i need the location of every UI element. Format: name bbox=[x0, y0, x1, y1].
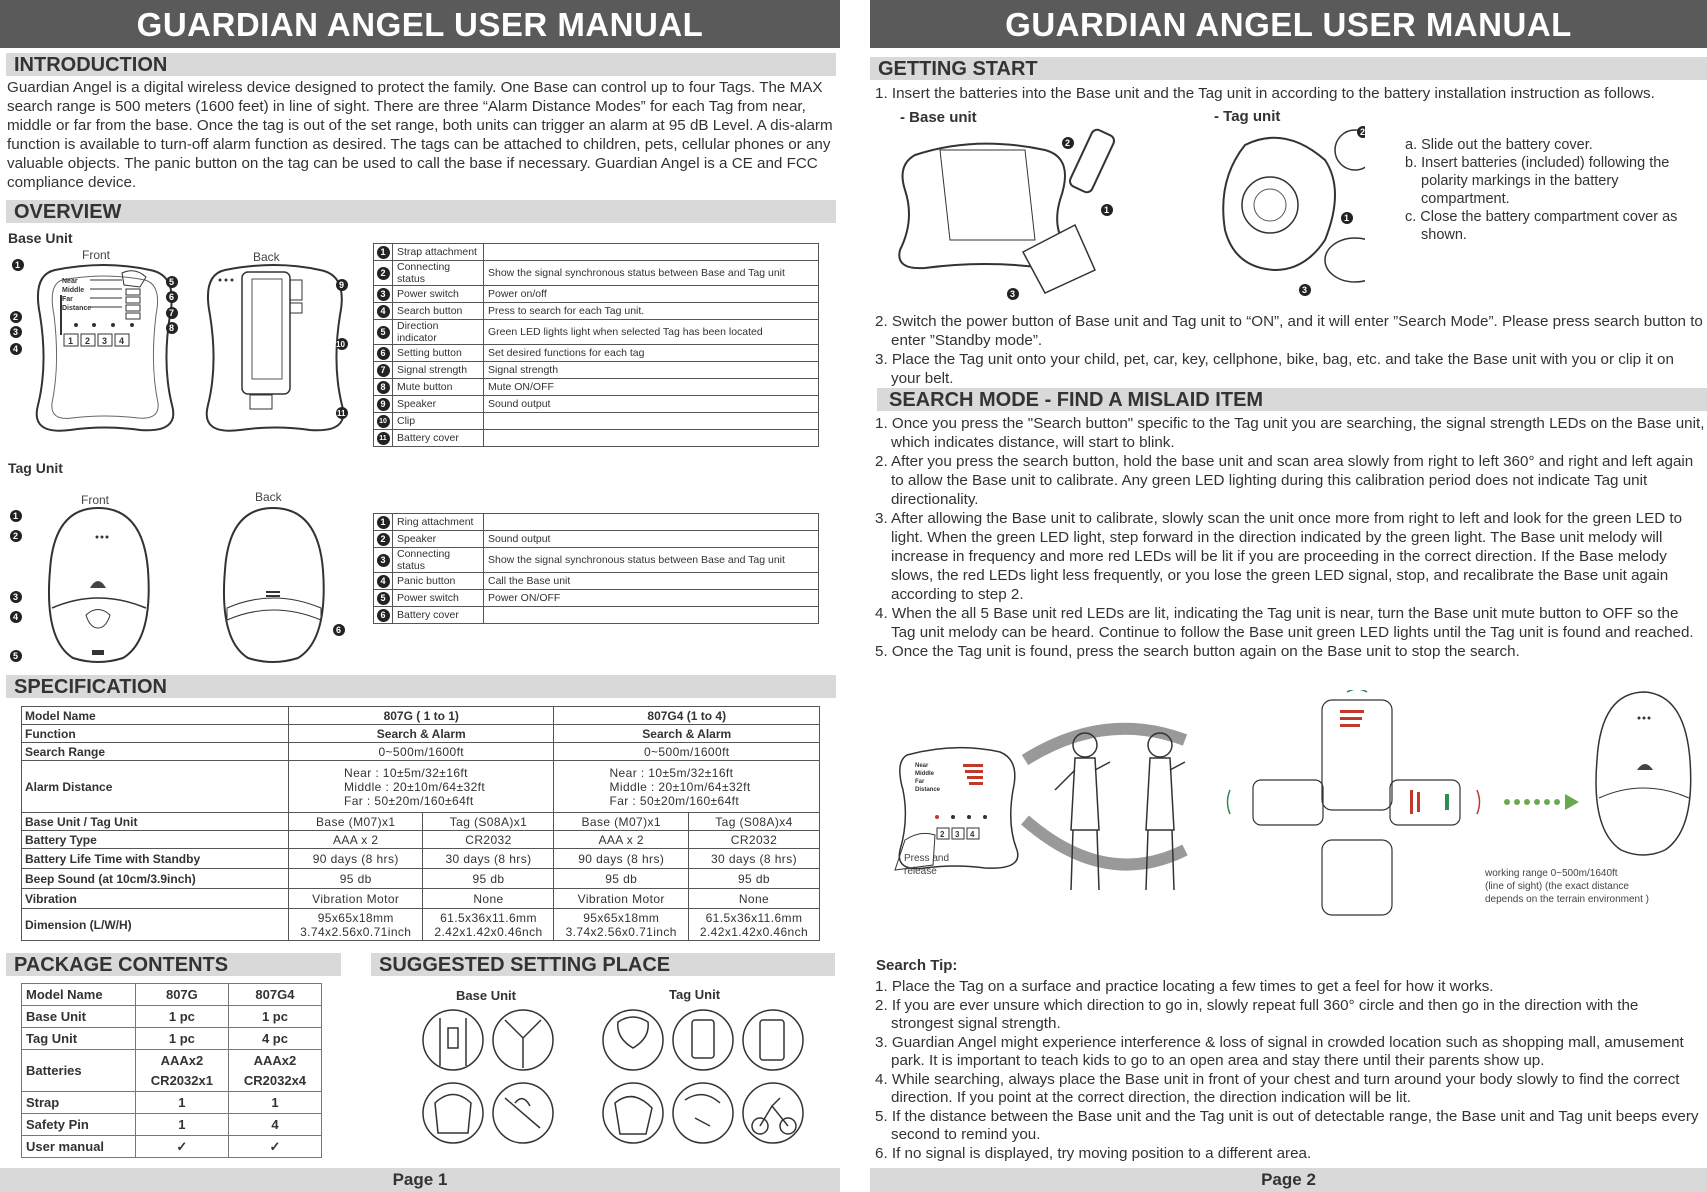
base-legend-part-name: Battery cover bbox=[393, 430, 484, 447]
pkg-strap-807g4: 1 bbox=[228, 1092, 321, 1114]
tag-unit-diagram bbox=[8, 500, 348, 665]
battery-step-c: c. Close the battery compartment cover as shown. bbox=[1405, 209, 1678, 243]
base-legend-part-name: Speaker bbox=[393, 396, 484, 413]
base-front-label: Front bbox=[82, 248, 111, 262]
pkg-strap-label: Strap bbox=[22, 1092, 136, 1114]
pkg-batteries-807g-cr: CR2032x1 bbox=[150, 1072, 213, 1088]
working-range-note bbox=[1485, 867, 1649, 906]
spec-807g4-dim-base bbox=[554, 909, 688, 941]
svg-text:2: 2 bbox=[1065, 138, 1071, 148]
press-release-line-1: Press and bbox=[904, 853, 950, 864]
manual-page-2 bbox=[870, 0, 1707, 1192]
base-legend-part-description bbox=[484, 413, 819, 430]
tag-legend-part-name: Battery cover bbox=[393, 607, 484, 624]
led-near-label: Near bbox=[62, 278, 78, 285]
tag-legend-number-badge: 4 bbox=[377, 575, 390, 588]
press-release-line-2: release bbox=[904, 866, 937, 877]
spec-807g-alarm-middle: Middle : 20±10m/64±32ft bbox=[344, 779, 486, 794]
spec-label-units: Base Unit / Tag Unit bbox=[22, 813, 289, 831]
page-1-footer: Page 1 bbox=[0, 1168, 840, 1192]
spec-807g-dim-base-inch: 3.74x2.56x0.71inch bbox=[300, 924, 412, 939]
pkg-batteries-807g-aaa: AAAx2 bbox=[160, 1052, 204, 1068]
specification-heading: SPECIFICATION bbox=[6, 675, 836, 698]
base-legend-number-cell bbox=[374, 345, 393, 362]
base-legend-number-cell bbox=[374, 413, 393, 430]
tag-legend-part-description bbox=[484, 514, 819, 531]
tag-front-label: Front bbox=[81, 493, 110, 507]
pkg-pin-807g4: 4 bbox=[228, 1114, 321, 1136]
base-legend-row bbox=[374, 396, 819, 413]
base-legend-row bbox=[374, 430, 819, 447]
tag-legend-row bbox=[374, 531, 819, 548]
pkg-batteries-807g4-cr: CR2032x4 bbox=[243, 1072, 307, 1088]
spec-label-model: Model Name bbox=[22, 707, 289, 725]
svg-text:1: 1 bbox=[1104, 205, 1110, 215]
spec-807g4-dim-base-mm: 95x65x18mm bbox=[583, 910, 660, 925]
specification-table bbox=[21, 706, 820, 941]
svg-text:2: 2 bbox=[13, 531, 19, 541]
tag-legend-number-cell bbox=[374, 531, 393, 548]
spec-label-battery: Battery Type bbox=[22, 831, 289, 849]
svg-text:3: 3 bbox=[1010, 289, 1016, 299]
search-step-4: 4. When the all 5 Base unit red LEDs are lit, indicating the Tag unit is near, turn the Base unit mute button to OFF so the Tag unit melody can be heard. Continue to follow the Base unit green LED lights until the Tag unit is found and reached. bbox=[875, 605, 1694, 641]
base-legend-part-name: Setting button bbox=[393, 345, 484, 362]
base-legend-part-name: Direction indicator bbox=[393, 320, 484, 345]
spec-label-alarm: Alarm Distance bbox=[22, 761, 289, 813]
search-tip-1: 1. Place the Tag on a surface and practice locating a few times to get a feel for how it works. bbox=[875, 978, 1494, 995]
tag-legend-number-badge: 5 bbox=[377, 592, 390, 605]
base-legend-part-description: Press to search for each Tag unit. bbox=[484, 303, 819, 320]
search-tip-3: 3. Guardian Angel might experience interference & loss of signal in crowded location such as shopping mall, amusement park. It is important to teach kids to go to an open area and stay there until their parents show up. bbox=[875, 1033, 1684, 1069]
introduction-text: Guardian Angel is a digital wireless device designed to protect the family. One Base can control up to four Tags. The MAX search range is 500 meters (1600 feet) in line of sight. There are three “Alarm Distance Modes” for each Tag from near, middle or far from the base. Once the tag is out of the set range, both units can trigger an alarm at 95 dB Level. A dis-alarm function is available to turn-off alarm function as desired. The tags can be attached to children, pets, cellular phones or any valuable objects. The panic button on the tag can be used to call the base if necessary. Guardian Angel is a CE and FCC compliance device. bbox=[7, 79, 833, 191]
base-legend-row bbox=[374, 379, 819, 396]
pkg-batteries-807g4-aaa: AAAx2 bbox=[253, 1052, 297, 1068]
spec-807g-beep-base: 95 db bbox=[289, 869, 423, 889]
base-legend-part-name: Search button bbox=[393, 303, 484, 320]
svg-text:11: 11 bbox=[337, 409, 346, 418]
base-legend-number-badge: 2 bbox=[377, 267, 390, 280]
tag-legend-number-badge: 6 bbox=[377, 609, 390, 622]
base-legend-part-description bbox=[484, 430, 819, 447]
spec-807g-dim-tag-inch: 2.42x1.42x0.46nch bbox=[434, 924, 543, 939]
svg-text:4: 4 bbox=[13, 612, 19, 622]
spec-807g4-alarm bbox=[554, 761, 820, 813]
tag-legend-part-name: Ring attachment bbox=[393, 514, 484, 531]
search-step-5: 5. Once the Tag unit is found, press the search button again on the Base unit to stop the search. bbox=[875, 643, 1520, 660]
pkg-tag-807g: 1 pc bbox=[135, 1028, 228, 1050]
spec-807g-function: Search & Alarm bbox=[289, 725, 554, 743]
pkg-col-model: Model Name bbox=[22, 984, 136, 1006]
pkg-manual-807g4: ✓ bbox=[228, 1136, 321, 1158]
svg-text:6: 6 bbox=[169, 292, 175, 302]
illus-button-3: 3 bbox=[955, 830, 960, 839]
base-legend-part-name: Strap attachment bbox=[393, 244, 484, 261]
base-legend-number-badge: 9 bbox=[377, 398, 390, 411]
tag-legend-row bbox=[374, 548, 819, 573]
svg-text:3: 3 bbox=[13, 592, 19, 602]
base-legend-row bbox=[374, 362, 819, 379]
svg-text:5: 5 bbox=[13, 651, 19, 661]
tag-legend-row bbox=[374, 590, 819, 607]
base-legend-number-badge: 5 bbox=[377, 326, 390, 339]
illus-button-4: 4 bbox=[970, 830, 975, 839]
spec-807g-tag: Tag (S08A)x1 bbox=[423, 813, 554, 831]
pkg-batteries-label: Batteries bbox=[22, 1050, 136, 1092]
pkg-base-807g: 1 pc bbox=[135, 1006, 228, 1028]
getting-step-1: 1. Insert the batteries into the Base unit and the Tag unit in according to the battery installation instruction as follows. bbox=[875, 85, 1655, 102]
illus-button-2: 2 bbox=[940, 830, 945, 839]
tag-legend-number-badge: 2 bbox=[377, 533, 390, 546]
base-legend-number-badge: 1 bbox=[377, 246, 390, 259]
base-legend-number-badge: 7 bbox=[377, 364, 390, 377]
spec-label-range: Search Range bbox=[22, 743, 289, 761]
spec-807g4-alarm-far: Far : 50±20m/160±64ft bbox=[609, 793, 740, 808]
spec-807g-range: 0~500m/1600ft bbox=[289, 743, 554, 761]
spec-807g-alarm-near: Near : 10±5m/32±16ft bbox=[344, 765, 468, 780]
spec-807g-bat-tag: CR2032 bbox=[423, 831, 554, 849]
base-legend-number-badge: 8 bbox=[377, 381, 390, 394]
illus-led-middle: Middle bbox=[915, 771, 934, 777]
tag-legend-number-badge: 1 bbox=[377, 516, 390, 529]
svg-text:3: 3 bbox=[1302, 285, 1308, 295]
spec-model-807g4: 807G4 (1 to 4) bbox=[554, 707, 820, 725]
spec-807g-life-base: 90 days (8 hrs) bbox=[289, 849, 423, 869]
spec-label-beep: Beep Sound (at 10cm/3.9inch) bbox=[22, 869, 289, 889]
tag-legend-part-name: Speaker bbox=[393, 531, 484, 548]
base-legend-part-description: Set desired functions for each tag bbox=[484, 345, 819, 362]
svg-text:2: 2 bbox=[13, 312, 19, 322]
spec-807g-dim-base-mm: 95x65x18mm bbox=[317, 910, 394, 925]
svg-text:1: 1 bbox=[13, 511, 19, 521]
manual-page-1 bbox=[0, 0, 840, 1192]
spec-807g4-alarm-middle: Middle : 20±10m/64±32ft bbox=[609, 779, 751, 794]
spec-807g-life-tag: 30 days (8 hrs) bbox=[423, 849, 554, 869]
base-legend-number-badge: 4 bbox=[377, 305, 390, 318]
base-legend-number-cell bbox=[374, 261, 393, 286]
base-button-1: 1 bbox=[68, 336, 74, 346]
tag-legend-number-badge: 3 bbox=[377, 554, 390, 567]
spec-807g4-base: Base (M07)x1 bbox=[554, 813, 688, 831]
illus-led-distance: Distance bbox=[915, 787, 941, 793]
pkg-batteries-807g bbox=[135, 1050, 228, 1092]
pkg-base-807g4: 1 pc bbox=[228, 1006, 321, 1028]
getting-step-2: 2. Switch the power button of Base unit and Tag unit to “ON”, and it will enter ”Search Mode”. Please press search button to enter ”Standby mode”. bbox=[875, 313, 1703, 349]
led-far-label: Far bbox=[62, 296, 73, 303]
base-back-label: Back bbox=[253, 250, 280, 264]
pkg-tag-807g4: 4 pc bbox=[228, 1028, 321, 1050]
svg-text:1: 1 bbox=[15, 260, 21, 270]
base-legend-number-cell bbox=[374, 379, 393, 396]
illus-led-far: Far bbox=[915, 779, 925, 785]
spec-807g-dim-base bbox=[289, 909, 423, 941]
getting-step-3: 3. Place the Tag unit onto your child, pet, car, key, cellphone, bike, bag, etc. and take the Base unit with you or clip it on your belt. bbox=[875, 351, 1674, 387]
base-legend-number-cell bbox=[374, 244, 393, 261]
search-tip-5: 5. If the distance between the Base unit and the Tag unit is out of detectable range, the Base unit and Tag unit beeps every second to remind you. bbox=[875, 1107, 1699, 1143]
base-button-3: 3 bbox=[102, 336, 108, 346]
pkg-tag-label: Tag Unit bbox=[22, 1028, 136, 1050]
tag-legend-number-cell bbox=[374, 607, 393, 624]
spec-807g4-dim-tag-inch: 2.42x1.42x0.46nch bbox=[699, 924, 809, 939]
working-range-line-3: depends on the terrain environment ) bbox=[1485, 894, 1649, 905]
battery-step-a: a. Slide out the battery cover. bbox=[1405, 137, 1593, 153]
base-legend-number-badge: 10 bbox=[377, 415, 390, 428]
search-tips bbox=[875, 978, 1705, 1163]
base-unit-title: Base Unit bbox=[8, 230, 73, 246]
tag-legend-part-name: Panic button bbox=[393, 573, 484, 590]
base-legend-part-description: Signal strength bbox=[484, 362, 819, 379]
search-tip-6: 6. If no signal is displayed, try moving position to a different area. bbox=[875, 1144, 1312, 1162]
spec-807g4-bat-tag: CR2032 bbox=[688, 831, 819, 849]
tag-legend-number-cell bbox=[374, 514, 393, 531]
suggest-base-label: Base Unit bbox=[456, 988, 516, 1003]
base-legend-number-badge: 3 bbox=[377, 288, 390, 301]
working-range-line-2: (line of sight) (the exact distance bbox=[1485, 881, 1629, 892]
illus-led-near: Near bbox=[915, 763, 929, 769]
base-legend-number-cell bbox=[374, 430, 393, 447]
install-tag-label: - Tag unit bbox=[1214, 108, 1281, 125]
base-legend-row bbox=[374, 244, 819, 261]
tag-legend-number-cell bbox=[374, 573, 393, 590]
svg-text:8: 8 bbox=[169, 323, 175, 333]
base-legend-number-cell bbox=[374, 396, 393, 413]
base-legend-part-name: Connecting status bbox=[393, 261, 484, 286]
base-unit-legend bbox=[373, 243, 819, 447]
tag-legend-part-description bbox=[484, 607, 819, 624]
tag-legend-part-description: Call the Base unit bbox=[484, 573, 819, 590]
page-2-title: GUARDIAN ANGEL USER MANUAL bbox=[870, 0, 1707, 48]
spec-807g-beep-tag: 95 db bbox=[423, 869, 554, 889]
spec-model-807g: 807G ( 1 to 1) bbox=[289, 707, 554, 725]
package-contents-table bbox=[21, 983, 322, 1158]
base-legend-part-description: Mute ON/OFF bbox=[484, 379, 819, 396]
base-legend-row bbox=[374, 320, 819, 345]
getting-start-heading: GETTING START bbox=[870, 57, 1707, 80]
tag-unit-legend bbox=[373, 513, 819, 624]
install-base-label: - Base unit bbox=[900, 109, 977, 126]
spec-807g4-beep-base: 95 db bbox=[554, 869, 688, 889]
pkg-col-807g: 807G bbox=[135, 984, 228, 1006]
spec-807g4-life-base: 90 days (8 hrs) bbox=[554, 849, 688, 869]
working-range-line-1: working range 0~500m/1640ft bbox=[1485, 868, 1618, 879]
tag-legend-part-description: Sound output bbox=[484, 531, 819, 548]
battery-steps bbox=[1405, 136, 1705, 244]
spec-807g-dim-tag bbox=[423, 909, 554, 941]
spec-807g-vib-base: Vibration Motor bbox=[289, 889, 423, 909]
spec-807g4-vib-base: Vibration Motor bbox=[554, 889, 688, 909]
pkg-col-807g4: 807G4 bbox=[228, 984, 321, 1006]
base-legend-row bbox=[374, 286, 819, 303]
spec-807g4-alarm-near: Near : 10±5m/32±16ft bbox=[609, 765, 734, 780]
spec-807g4-dim-tag-mm: 61.5x36x11.6mm bbox=[705, 910, 803, 925]
base-button-2: 2 bbox=[85, 336, 91, 346]
base-legend-part-description: Power on/off bbox=[484, 286, 819, 303]
spec-807g4-beep-tag: 95 db bbox=[688, 869, 819, 889]
tag-legend-row bbox=[374, 607, 819, 624]
page-2-footer: Page 2 bbox=[870, 1168, 1707, 1192]
search-mode-heading: SEARCH MODE - FIND A MISLAID ITEM bbox=[877, 388, 1707, 411]
spec-807g4-range: 0~500m/1600ft bbox=[554, 743, 820, 761]
spec-label-life: Battery Life Time with Standby bbox=[22, 849, 289, 869]
tag-legend-row bbox=[374, 514, 819, 531]
tag-legend-part-description: Show the signal synchronous status between Base and Tag unit bbox=[484, 548, 819, 573]
suggested-place-heading: SUGGESTED SETTING PLACE bbox=[371, 953, 835, 976]
spec-807g4-tag: Tag (S08A)x4 bbox=[688, 813, 819, 831]
base-button-4: 4 bbox=[119, 336, 125, 346]
suggest-tag-label: Tag Unit bbox=[669, 987, 721, 1002]
search-tip-2: 2. If you are ever unsure which direction to go in, slowly repeat full 360° circle and then go in the direction with the strongest signal strength. bbox=[875, 996, 1639, 1032]
pkg-pin-label: Safety Pin bbox=[22, 1114, 136, 1136]
spec-807g-base: Base (M07)x1 bbox=[289, 813, 423, 831]
base-legend-row bbox=[374, 413, 819, 430]
tag-legend-part-name: Power switch bbox=[393, 590, 484, 607]
search-step-1: 1. Once you press the "Search button" specific to the Tag unit you are searching, the signal strength LEDs on the Base unit, which indicates distance, will start to blink. bbox=[875, 415, 1705, 451]
svg-text:3: 3 bbox=[13, 327, 19, 337]
svg-text:5: 5 bbox=[169, 277, 175, 287]
overview-heading: OVERVIEW bbox=[6, 200, 836, 223]
spec-807g-alarm-far: Far : 50±20m/160±64ft bbox=[344, 793, 474, 808]
tag-back-label: Back bbox=[255, 490, 282, 504]
pkg-manual-807g: ✓ bbox=[135, 1136, 228, 1158]
search-tip-4: 4. While searching, always place the Base unit in front of your chest and turn around your body slowly to find the correct direction. If you point at the correct direction, the direction indication will be lit. bbox=[875, 1070, 1680, 1106]
spec-807g-bat-base: AAA x 2 bbox=[289, 831, 423, 849]
base-legend-row bbox=[374, 303, 819, 320]
tag-legend-row bbox=[374, 573, 819, 590]
getting-steps bbox=[875, 312, 1705, 388]
base-legend-part-name: Clip bbox=[393, 413, 484, 430]
svg-text:9: 9 bbox=[339, 280, 345, 290]
base-unit-diagram bbox=[10, 255, 350, 440]
search-tip-heading: Search Tip: bbox=[876, 957, 958, 974]
base-legend-row bbox=[374, 261, 819, 286]
pkg-batteries-807g4 bbox=[228, 1050, 321, 1092]
search-step-2: 2. After you press the search button, hold the base unit and scan area slowly from right to left 360° and right and left again to allow the Base unit to calibrate. Any green LED lighting during this calibration period does not indicate Tag unit directionality. bbox=[875, 453, 1694, 508]
pkg-pin-807g: 1 bbox=[135, 1114, 228, 1136]
base-legend-number-cell bbox=[374, 303, 393, 320]
base-legend-part-description: Green LED lights light when selected Tag has been located bbox=[484, 320, 819, 345]
search-step-3: 3. After allowing the Base unit to calibrate, slowly scan the unit once more from right to left and look for the green LED to light. When the green LED light, step forward in the direction indicated by the green light. The Base unit melody will increase in frequency and more red LEDs will be lit if you are proceeding in the correct direction. If the Base melody slows, the red LEDs light less frequently, or you lose the green LED signal, stop, and recalibrate the Base unit again according to step 2. bbox=[875, 510, 1683, 603]
svg-text:7: 7 bbox=[169, 308, 175, 318]
spec-807g4-life-tag: 30 days (8 hrs) bbox=[688, 849, 819, 869]
base-legend-number-badge: 11 bbox=[377, 432, 390, 445]
led-middle-label: Middle bbox=[62, 287, 85, 294]
tag-legend-part-name: Connecting status bbox=[393, 548, 484, 573]
spec-807g-dim-tag-mm: 61.5x36x11.6mm bbox=[440, 910, 537, 925]
svg-text:6: 6 bbox=[336, 625, 342, 635]
base-legend-part-name: Power switch bbox=[393, 286, 484, 303]
base-legend-part-name: Mute button bbox=[393, 379, 484, 396]
spec-807g4-bat-base: AAA x 2 bbox=[554, 831, 688, 849]
tag-legend-number-cell bbox=[374, 590, 393, 607]
base-legend-part-name: Signal strength bbox=[393, 362, 484, 379]
tag-legend-part-description: Power ON/OFF bbox=[484, 590, 819, 607]
svg-text:2: 2 bbox=[1360, 127, 1365, 137]
battery-install-diagram bbox=[885, 110, 1365, 305]
base-legend-row bbox=[374, 345, 819, 362]
search-steps bbox=[875, 414, 1705, 661]
package-contents-heading: PACKAGE CONTENTS bbox=[6, 953, 341, 976]
base-legend-part-description: Sound output bbox=[484, 396, 819, 413]
base-legend-number-cell bbox=[374, 286, 393, 303]
page-1-title: GUARDIAN ANGEL USER MANUAL bbox=[0, 0, 840, 48]
base-legend-number-cell bbox=[374, 362, 393, 379]
base-legend-number-badge: 6 bbox=[377, 347, 390, 360]
spec-label-vibration: Vibration bbox=[22, 889, 289, 909]
base-legend-part-description: Show the signal synchronous status between Base and Tag unit bbox=[484, 261, 819, 286]
pkg-base-label: Base Unit bbox=[22, 1006, 136, 1028]
pkg-strap-807g: 1 bbox=[135, 1092, 228, 1114]
spec-807g4-dim-base-inch: 3.74x2.56x0.71inch bbox=[565, 924, 677, 939]
spec-807g-alarm bbox=[289, 761, 554, 813]
spec-807g4-dim-tag bbox=[688, 909, 819, 941]
svg-text:10: 10 bbox=[336, 340, 345, 349]
spec-807g4-vib-tag: None bbox=[688, 889, 819, 909]
tag-legend-number-cell bbox=[374, 548, 393, 573]
spec-label-dimension: Dimension (L/W/H) bbox=[22, 909, 289, 941]
suggested-place-illustrations bbox=[420, 1008, 810, 1153]
base-legend-part-description bbox=[484, 244, 819, 261]
pkg-manual-label: User manual bbox=[22, 1136, 136, 1158]
spec-807g4-function: Search & Alarm bbox=[554, 725, 820, 743]
spec-label-function: Function bbox=[22, 725, 289, 743]
introduction-heading: INTRODUCTION bbox=[6, 53, 836, 76]
svg-text:4: 4 bbox=[13, 344, 19, 354]
battery-step-b: b. Insert batteries (included) following the polarity markings in the battery compartment. bbox=[1405, 155, 1670, 207]
spec-807g-vib-tag: None bbox=[423, 889, 554, 909]
led-distance-label: Distance bbox=[62, 305, 92, 312]
press-release-label bbox=[904, 852, 949, 878]
svg-text:1: 1 bbox=[1344, 213, 1350, 223]
tag-unit-title: Tag Unit bbox=[8, 460, 63, 476]
base-legend-number-cell bbox=[374, 320, 393, 345]
